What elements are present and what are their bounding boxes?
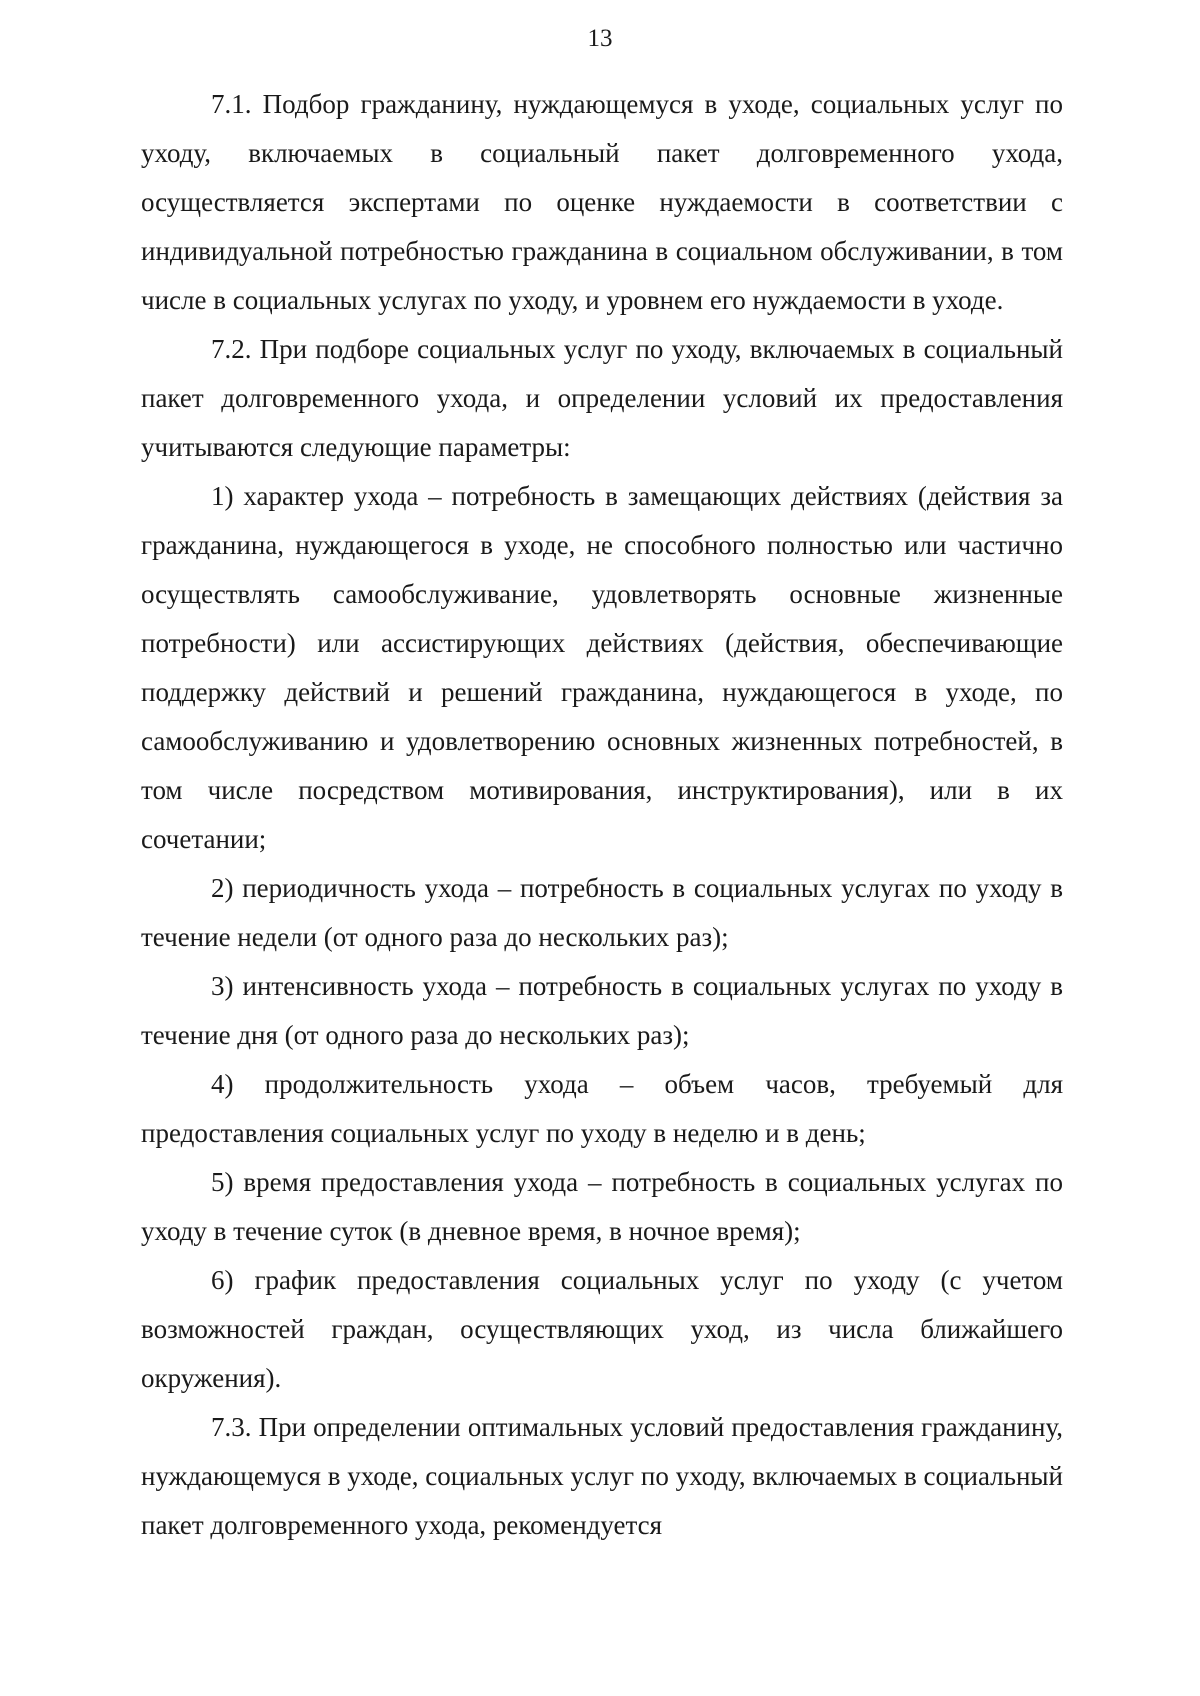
- list-item-2-care-periodicity: 2) периодичность ухода – потребность в социальных услугах по уходу в течение недели (от одного раза до нескольких раз);: [141, 873, 1063, 952]
- list-item-5-care-time: 5) время предоставления ухода – потребность в социальных услугах по уходу в течение суток (в дневное время, в ночное время);: [141, 1167, 1063, 1246]
- list-item-1-care-nature: 1) характер ухода – потребность в замещающих действиях (действия за гражданина, нуждающегося в уходе, не способного полностью или частично осуществлять самообслуживание, удовлетворять основные жизненные потребности) или ассистирующих действиях (действия, обеспечивающие поддержку действий и решений гражданина, нуждающегося в уходе, по самообслуживанию и удовлетворению основных жизненных потребностей, в том числе посредством мотивирования, инструктирования), или в их сочетании;: [141, 481, 1063, 854]
- paragraph-7-1: 7.1. Подбор гражданину, нуждающемуся в уходе, социальных услуг по уходу, включаемых в социальный пакет долговременного ухода, осуществляется экспертами по оценке нуждаемости в соответствии с индивидуальной потребностью гражданина в социальном обслуживании, в том числе в социальных услугах по уходу, и уровнем его нуждаемости в уходе.: [141, 89, 1063, 315]
- page-number: 13: [587, 25, 613, 52]
- document-body: [141, 80, 1063, 1550]
- list-item-3-care-intensity: 3) интенсивность ухода – потребность в социальных услугах по уходу в течение дня (от одного раза до нескольких раз);: [141, 971, 1063, 1050]
- list-item-4-care-duration: 4) продолжительность ухода – объем часов, требуемый для предоставления социальных услуг по уходу в неделю и в день;: [141, 1069, 1063, 1148]
- list-item-6-care-schedule: 6) график предоставления социальных услуг по уходу (с учетом возможностей граждан, осуществляющих уход, из числа ближайшего окружения).: [141, 1265, 1063, 1393]
- paragraph-7-2: 7.2. При подборе социальных услуг по уходу, включаемых в социальный пакет долговременного ухода, и определении условий их предоставления учитываются следующие параметры:: [141, 334, 1063, 462]
- paragraph-7-3: 7.3. При определении оптимальных условий предоставления гражданину, нуждающемуся в уходе, социальных услуг по уходу, включаемых в социальный пакет долговременного ухода, рекомендуется: [141, 1412, 1063, 1540]
